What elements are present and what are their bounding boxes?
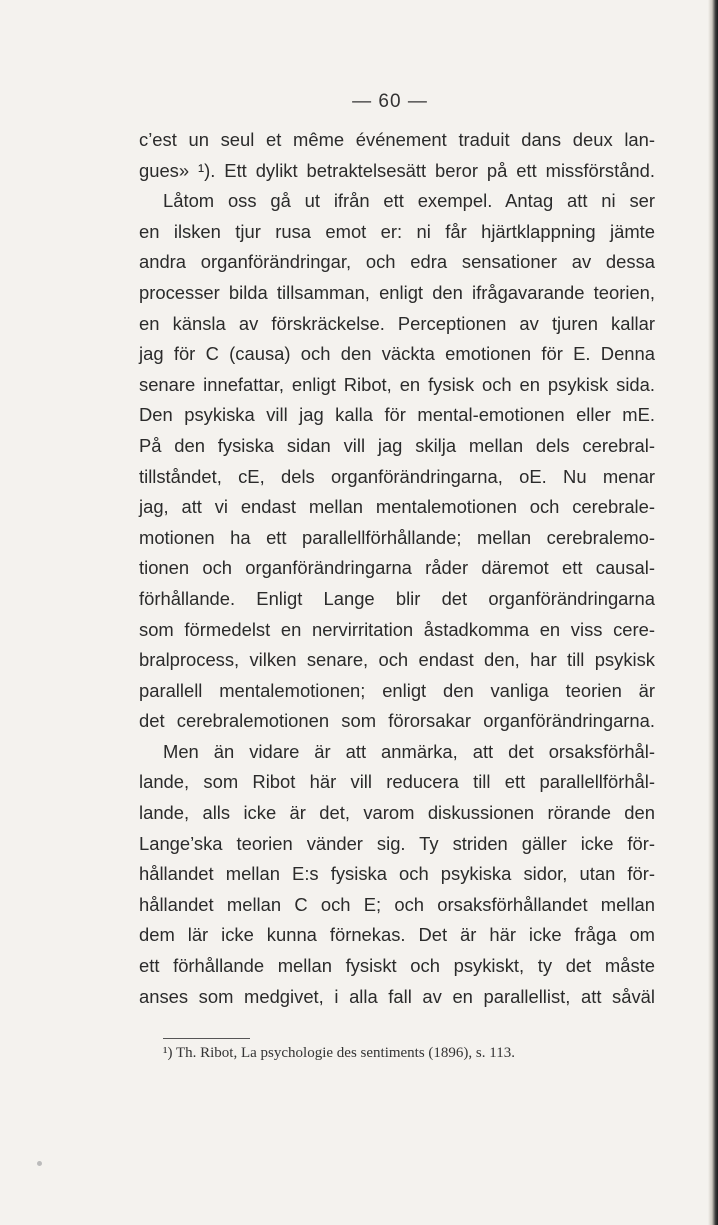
text-line: Lange’ska teorien vänder sig. Ty striden gäller icke för- (139, 832, 655, 854)
text-line: lande, som Ribot här vill reducera till ett parallellförhål- (139, 771, 655, 793)
text-line: en känsla av förskräckelse. Perceptionen av tjuren kallar (139, 312, 655, 334)
text-line: hållandet mellan C och E; och orsaksförhållandet mellan (139, 893, 655, 915)
text-line: dem lär icke kunna förnekas. Det är här icke fråga om (139, 924, 655, 946)
body-text (139, 125, 655, 1012)
text-line: motionen ha ett parallellförhållande; mellan cerebralemo- (139, 526, 655, 548)
text-line: en ilsken tjur rusa emot er: ni får hjärtklappning jämte (139, 220, 655, 242)
text-line: tillståndet, cE, dels organförändringarna, oE. Nu menar (139, 465, 655, 487)
text-line: gues» ¹). Ett dylikt betraktelsesätt beror på ett missförstånd. (139, 159, 655, 181)
text-line: jag för C (causa) och den väckta emotionen för E. Denna (139, 343, 655, 365)
text-line: bralprocess, vilken senare, och endast den, har till psykisk (139, 649, 655, 671)
text-line: Låtom oss gå ut ifrån ett exempel. Antag att ni ser (163, 190, 655, 212)
text-line: anses som medgivet, i alla fall av en parallellist, att såväl (139, 985, 655, 1007)
text-line: hållandet mellan E:s fysiska och psykiska sidor, utan för- (139, 863, 655, 885)
text-line: jag, att vi endast mellan mentalemotionen och cerebrale- (139, 496, 655, 518)
text-line: förhållande. Enligt Lange blir det organförändringarna (139, 587, 655, 609)
text-line: lande, alls icke är det, varom diskussionen rörande den (139, 802, 655, 824)
footnote-divider (163, 1038, 250, 1039)
text-line: andra organförändringar, och edra sensationer av dessa (139, 251, 655, 273)
text-line: På den fysiska sidan vill jag skilja mellan dels cerebral- (139, 434, 655, 456)
page-number: — 60 — (352, 91, 428, 112)
paper-speck (37, 1161, 42, 1166)
text-line: ett förhållande mellan fysiskt och psykiskt, ty det måste (139, 955, 655, 977)
text-line: som förmedelst en nervirritation åstadkomma en viss cere- (139, 618, 655, 640)
text-line: Den psykiska vill jag kalla för mental-emotionen eller mE. (139, 404, 655, 426)
text-line: det cerebralemotionen som förorsakar organförändringarna. (139, 710, 655, 732)
text-line: tionen och organförändringarna råder däremot ett causal- (139, 557, 655, 579)
text-line: Men än vidare är att anmärka, att det orsaksförhål- (163, 740, 655, 762)
text-line: c’est un seul et même événement traduit dans deux lan- (139, 129, 655, 150)
footnote: ¹) Th. Ribot, La psychologie des sentiments (1896), s. 113. (163, 1045, 515, 1061)
text-line: parallell mentalemotionen; enligt den vanliga teorien är (139, 679, 655, 701)
page-edge-shadow (708, 0, 718, 1225)
text-line: processer bilda tillsamman, enligt den ifrågavarande teorien, (139, 281, 655, 303)
text-line: senare innefattar, enligt Ribot, en fysisk och en psykisk sida. (139, 373, 655, 395)
